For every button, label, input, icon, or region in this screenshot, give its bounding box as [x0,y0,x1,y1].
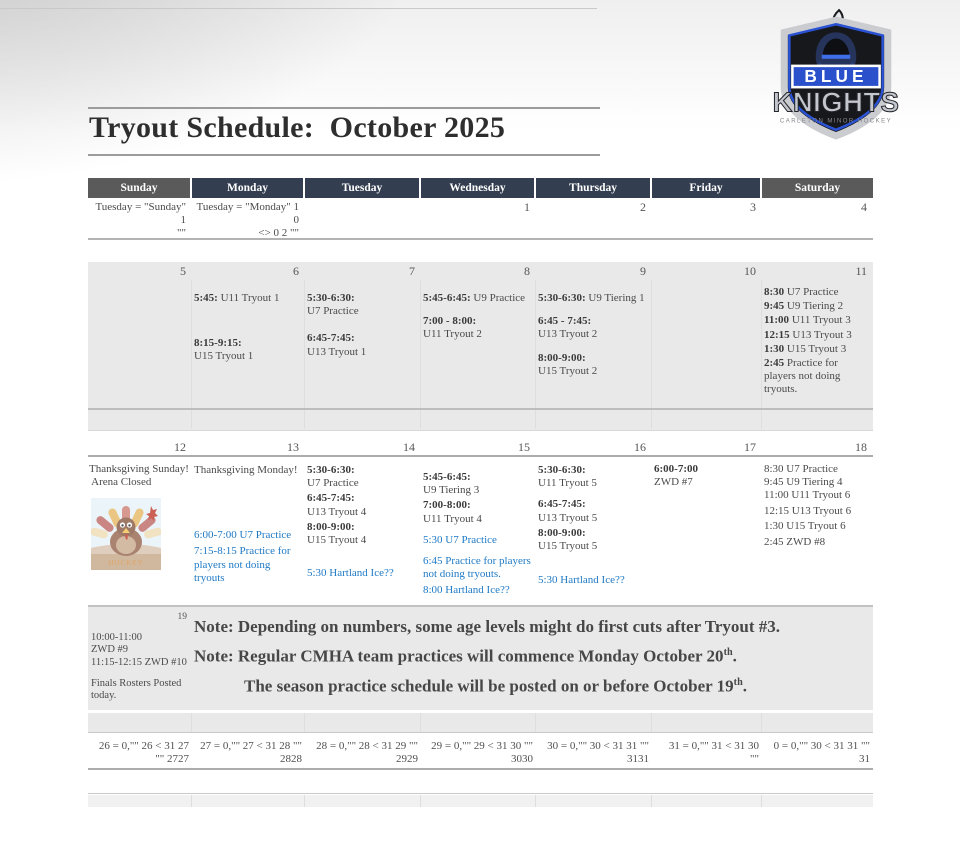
event-line [423,584,533,597]
event-text: 5:30 Hartland Ice?? [307,567,394,580]
event-text: U11 Tryout 3 [789,314,851,327]
event-time: 6:45-7:45: [538,498,586,511]
day-header-monday: Monday [192,178,305,198]
event-line [194,292,301,305]
formula-text: 30 = 0,"" 30 < 31 31 "" [547,740,649,752]
zwd-line: 10:00-11:00 [91,632,142,643]
date-number: 10 [744,264,756,278]
formula-text: 29 = 0,"" 29 < 31 30 "" [431,740,533,752]
formula-text: "" 2727 [155,752,189,765]
date-number: 17 [744,440,756,454]
day-cell [762,459,873,602]
formula-text: 31 [859,752,870,765]
event-text: U13 Tryout 3 [789,328,852,341]
event-line [764,300,870,313]
event-text: U11 Tryout 1 [217,292,280,304]
note-superscript: th [733,676,743,688]
event-time: 5:45: [194,292,218,304]
event-text: U15 Tryout 2 [538,364,598,377]
week3-events-row [88,459,873,602]
event-text: U7 Practice [307,305,359,318]
event-time: 9:45 [764,300,785,313]
event-text: U15 Tryout 5 [538,540,598,553]
formula-cell [421,734,536,768]
spacer-cell [305,713,421,732]
day-cell [305,459,421,602]
event-text: U13 Tryout 1 [307,345,367,358]
week2-events-row [88,280,873,408]
week2-date-row [88,262,873,280]
event-text: U13 Tryout 5 [538,511,598,524]
formula-cell [762,734,873,768]
notes-section [194,616,872,697]
event-line [423,534,533,547]
spacer-cell [536,795,652,807]
day-cell [652,459,762,602]
day-cell [762,280,873,408]
event-time: 6:45-7:45: [307,332,355,345]
spacer-cell [652,795,762,807]
spacer-cell [421,795,536,807]
event-time: 6:00-7:00 [654,463,698,475]
spacer-cell [762,713,873,732]
note-line [194,672,872,698]
event-line [764,520,870,533]
event-line [423,471,533,497]
event-line [307,464,418,490]
note-text: . [732,646,737,666]
formula-cell [536,734,652,768]
event-line [538,352,648,378]
bottom-spacer-band [88,795,873,807]
event-time: 8:15-9:15: [194,337,242,350]
date-number: 1 [524,200,530,214]
date-number: 11 [855,264,867,278]
event-line [307,292,417,318]
date-number: 8 [524,264,530,278]
note-text: The season practice schedule will be posted on or before October 19 [244,676,734,696]
day-header-wednesday: Wednesday [421,178,536,198]
event-text: U11 Tryout 4 [423,512,482,525]
formula-text: 26 = 0,"" 26 < 31 27 [98,740,189,752]
spacer-cell [88,410,192,429]
date-number: 3 [750,200,756,214]
spacer-cell [305,410,421,429]
event-text: U7 Practice [307,477,359,490]
week1-cell [536,198,652,238]
formula-cell [305,734,421,768]
event-line [194,337,301,363]
day-cell [305,280,421,408]
event-text: 5:30 U7 Practice [423,533,497,546]
week2-block [88,262,873,431]
note-line [194,616,872,638]
week1-cell [762,198,873,238]
date-number-19: 19 [177,612,187,622]
date-number: 4 [861,200,867,214]
event-time: 5:45-6:45: [423,292,471,304]
day-cell [421,459,536,602]
finals-rosters-line: today. [91,690,117,702]
spacer-cell [421,410,536,429]
finals-rosters-label [91,678,181,703]
day-header-row [88,178,873,198]
week1-cell [192,198,305,238]
date-number: 7 [409,264,415,278]
formula-text: 27 = 0,"" 27 < 31 28 "" [200,740,302,752]
note-text: Note: Regular CMHA team practices will commence Monday October 20 [194,646,724,666]
day-cell [192,280,305,408]
week1-cell [305,198,421,238]
event-line [764,505,870,518]
event-text: 11:00 U11 Tryout 6 [764,489,851,502]
event-line [764,489,870,502]
event-text: 7:15-8:15 Practice for players not doing tryouts [194,545,291,584]
calendar [88,0,873,850]
event-line [654,463,759,489]
date-number: 6 [293,264,299,278]
event-text: 12:15 U13 Tryout 6 [764,504,852,517]
event-line [764,286,870,299]
event-text: U15 Tryout 1 [194,350,254,363]
page-title: Tryout Schedule: October 2025 [89,111,506,144]
event-text: 8:00 Hartland Ice?? [423,584,510,597]
week4-block [88,605,873,710]
event-line [538,315,648,341]
spacer-cell [192,713,305,732]
date-number: 5 [180,264,186,278]
event-text: U13 Tryout 4 [307,505,367,518]
event-line [194,545,302,585]
event-time: 5:30-6:30: [307,464,355,476]
event-line [194,529,302,542]
event-line [538,464,649,490]
event-time: 6:45 - 7:45: [538,315,592,328]
turkey-icon [91,498,161,570]
event-line [307,332,417,358]
formula-text: "" [750,752,759,765]
week1-cell [652,198,762,238]
spacer-cell [762,410,873,429]
date-number: 13 [287,440,299,454]
spacer-cell [762,795,873,807]
week2-spacer-band [88,410,873,429]
date-number: 2 [640,200,646,214]
event-line [307,492,418,518]
date-number: 15 [518,440,530,454]
day-cell [536,280,652,408]
day-cell [88,280,192,408]
event-text: 6:00-7:00 U7 Practice [194,529,292,542]
event-text: 9:45 U9 Tiering 4 [764,476,843,489]
event-line [538,292,648,305]
event-text: 2:45 ZWD #8 [764,536,826,549]
formula-text: 3030 [511,752,533,765]
event-time: 2:45 [764,357,785,370]
event-text: U11 Tryout 2 [423,328,482,341]
day-cell [536,459,652,602]
event-time: 7:00-8:00: [423,499,471,512]
arena-closed-label: Arena Closed [89,476,152,488]
date-number: 12 [174,440,186,454]
thanksgiving-sunday-cell [89,463,191,574]
event-line [423,555,533,581]
date-number: 14 [403,440,415,454]
event-time: 5:30-6:30: [538,464,586,476]
event-time: 8:00-9:00: [307,520,355,533]
day-header-tuesday: Tuesday [305,178,421,198]
event-time: 7:00 - 8:00: [423,315,477,328]
event-line [764,343,870,356]
formula-text: 31 = 0,"" 31 < 31 30 [668,740,759,752]
note-superscript: th [723,647,733,658]
event-line [538,498,649,524]
event-line [307,567,418,580]
event-text: Practice for players not doing tryouts. [764,357,841,396]
formula-text: 2929 [396,752,418,765]
spacer-cell [652,410,762,429]
spacer-cell [421,713,536,732]
logo-name-text: KNIGHTS [772,86,900,118]
event-time: 5:30-6:30: [307,292,355,304]
spacer-cell [536,410,652,429]
week1-row [88,198,873,240]
formula-cell [652,734,762,768]
event-text: U15 Tryout 4 [307,534,367,547]
week1-cell [421,198,536,238]
event-text: U11 Tryout 5 [538,477,597,490]
formula-text: 2828 [280,752,302,765]
event-line [423,315,532,341]
formula-text: Tuesday = "Monday" 1 0 [196,201,299,226]
event-time: 5:30-6:30: [538,292,586,304]
event-time: 11:00 [764,314,790,327]
logo-subtitle-text: CARLETON MINOR HOCKEY [779,117,893,125]
turkey-caption: HOCKEY [108,559,144,567]
note-text: . [742,676,747,696]
thanksgiving-sunday-label: Thanksgiving Sunday! [89,463,189,475]
event-line [764,357,870,397]
note-text: Note: Depending on numbers, some age levels might do first cuts after Tryout #3. [194,617,780,636]
date-number: 9 [640,264,646,278]
formula-text: <> 0 2 "" [258,227,299,239]
event-line [764,314,870,327]
event-line [764,536,870,549]
zwd-line: ZWD #9 [91,644,129,656]
week5-formula-row [88,734,873,770]
event-time: 12:15 [764,328,790,341]
day-cell [652,280,762,408]
mid-spacer-band [88,713,873,733]
event-line [764,476,870,489]
event-text: U15 Tryout 3 [784,342,847,355]
week1-cell [88,198,192,238]
spacer-cell [536,713,652,732]
day-header-saturday: Saturday [762,178,873,198]
day-cell [421,280,536,408]
formula-text: 3131 [627,752,649,765]
event-text: U9 Tiering 3 [423,484,480,497]
turkey-image [91,498,191,574]
formula-cell [88,734,192,768]
event-line [423,292,532,305]
spacer-cell [88,795,192,807]
event-time: 6:45-7:45: [307,492,355,505]
formula-text: 0 = 0,"" 30 < 31 31 "" [773,740,870,752]
event-text: U9 Tiering 1 [585,292,645,304]
spacer-cell [88,713,192,732]
event-text: U7 Practice [784,286,839,298]
event-text: 6:45 Practice for players not doing tryouts. [423,555,531,581]
event-time: 8:00-9:00: [538,351,586,364]
formula-text: "" [177,227,186,239]
event-line [538,527,649,553]
formula-cell [192,734,305,768]
week3-date-row [88,440,873,457]
spacer-cell [652,713,762,732]
event-time: 1:30 [764,342,785,355]
event-text: 1:30 U15 Tryout 6 [764,519,846,532]
zwd-schedule [91,632,187,669]
day-header-sunday: Sunday [88,178,192,198]
event-text: U9 Tiering 2 [784,300,844,313]
event-line [423,499,533,525]
finals-rosters-line: Finals Rosters Posted [91,678,182,689]
event-text: 8:30 U7 Practice [764,463,838,475]
date-number: 16 [634,440,646,454]
event-time: 8:00-9:00: [538,526,586,539]
spacer-cell [305,795,421,807]
formula-text: 28 = 0,"" 28 < 31 29 "" [316,740,418,752]
event-text: U13 Tryout 2 [538,328,598,341]
formula-text: Tuesday = "Sunday" 1 [95,201,186,226]
event-time: 5:45-6:45: [423,471,471,483]
event-text: Thanksgiving Monday! [194,464,298,476]
event-text: 5:30 Hartland Ice?? [538,574,625,587]
day-header-friday: Friday [652,178,762,198]
event-time: 8:30 [764,286,785,298]
event-line [538,574,649,587]
date-number: 18 [855,440,867,454]
event-line [764,329,870,342]
day-cell [192,459,305,602]
spacer-cell [192,410,305,429]
day-header-thursday: Thursday [536,178,652,198]
event-line [764,463,870,476]
event-line [307,521,418,547]
note-line [194,642,872,668]
event-text: U9 Practice [470,292,526,304]
zwd-line: 11:15-12:15 ZWD #10 [91,656,187,668]
bottom-divider-line [88,793,873,794]
event-text: ZWD #7 [654,476,693,489]
event-line [194,464,302,477]
spacer-cell [192,795,305,807]
logo-banner-text: BLUE [804,66,868,87]
